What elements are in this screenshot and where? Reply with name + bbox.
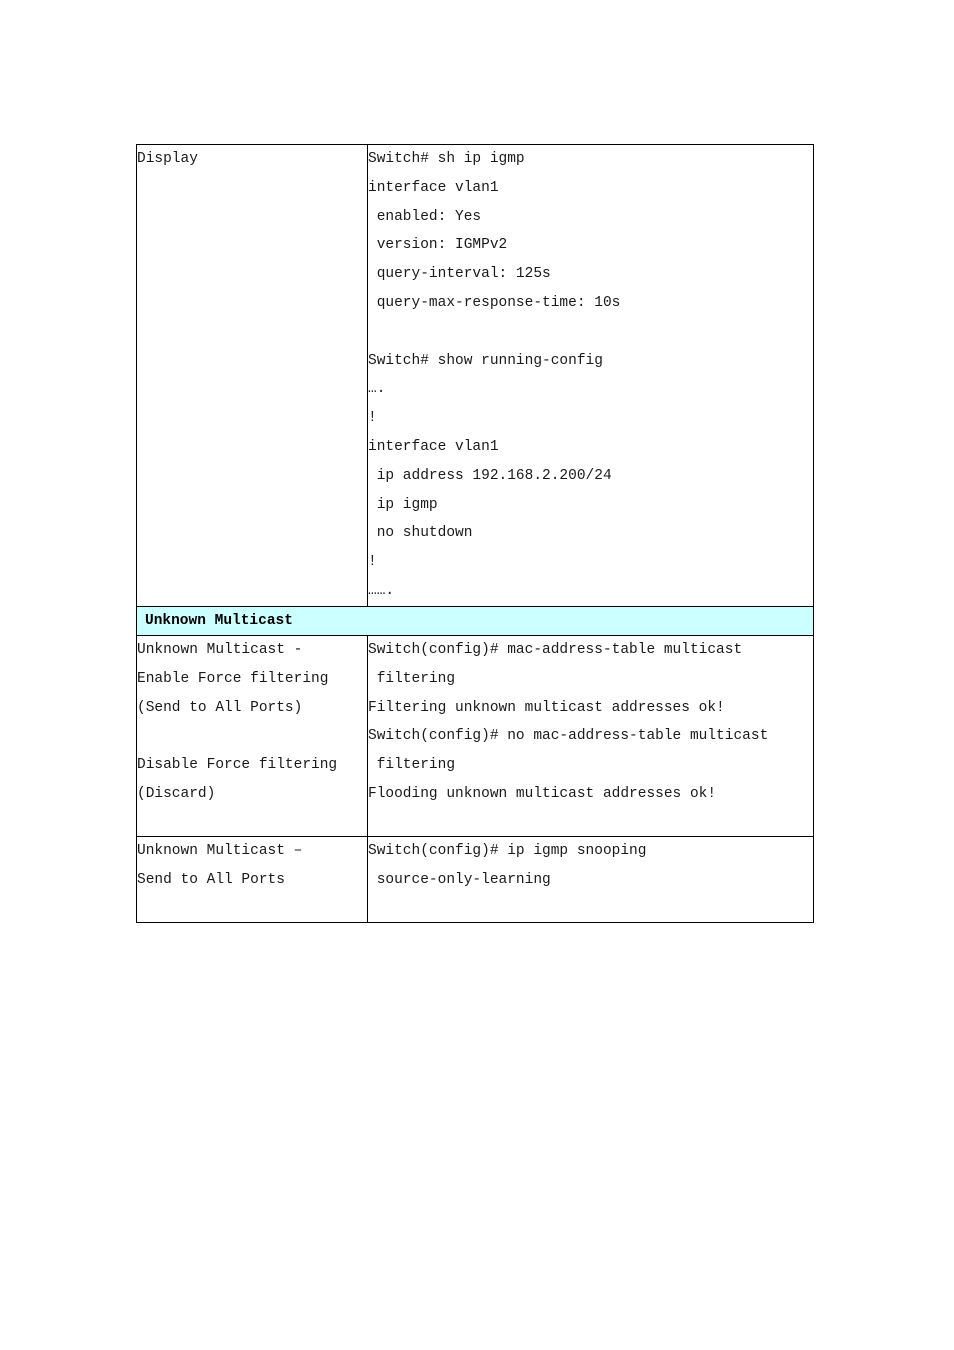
code-line: interface vlan1 xyxy=(368,179,499,196)
filtering-commands-cell xyxy=(368,636,814,837)
display-label: Display xyxy=(137,151,198,167)
code-line: Switch(config)# no mac-address-table multicast xyxy=(368,728,769,745)
code-line: Switch# show running-config xyxy=(368,352,603,369)
code-line: version: IGMPv2 xyxy=(368,237,508,254)
filtering-label-cell xyxy=(137,636,368,837)
display-label-cell xyxy=(137,145,368,607)
command-reference-table xyxy=(136,144,814,923)
code-line: Filtering unknown multicast addresses ok! xyxy=(368,699,725,716)
code-line: ……. xyxy=(368,582,395,599)
code-line: ip address 192.168.2.200/24 xyxy=(368,467,612,484)
code-line: query-max-response-time: 10s xyxy=(368,294,621,311)
display-row xyxy=(137,145,814,607)
code-line: Switch(config)# mac-address-table multicast xyxy=(368,642,743,658)
section-header: Unknown Multicast xyxy=(137,607,814,636)
filtering-row xyxy=(137,636,814,837)
label-line: Unknown Multicast - xyxy=(137,642,303,658)
label-line: (Discard) xyxy=(137,785,216,802)
label-line: Send to All Ports xyxy=(137,871,285,888)
code-line: Flooding unknown multicast addresses ok! xyxy=(368,785,717,802)
code-line: interface vlan1 xyxy=(368,438,499,455)
code-line: Switch(config)# ip igmp snooping xyxy=(368,843,647,859)
code-line: query-interval: 125s xyxy=(368,266,551,283)
code-line: ip igmp xyxy=(368,496,438,513)
label-line: Disable Force filtering xyxy=(137,757,338,774)
send-all-label-cell xyxy=(137,837,368,923)
send-all-row xyxy=(137,837,814,923)
label-line xyxy=(137,722,367,751)
display-commands-cell xyxy=(368,145,814,607)
code-line: ! xyxy=(368,410,377,427)
label-line: Unknown Multicast – xyxy=(137,843,303,859)
code-line: …. xyxy=(368,381,386,398)
code-line xyxy=(368,318,813,347)
code-line: enabled: Yes xyxy=(368,208,482,225)
code-line: Switch# sh ip igmp xyxy=(368,151,525,167)
send-all-commands-cell xyxy=(368,837,814,923)
code-line: no shutdown xyxy=(368,525,473,542)
code-line: filtering xyxy=(368,757,456,774)
section-header-row xyxy=(137,607,814,636)
code-line: filtering xyxy=(368,670,456,687)
label-line: Enable Force filtering xyxy=(137,670,329,687)
label-line: (Send to All Ports) xyxy=(137,699,303,716)
code-line: source-only-learning xyxy=(368,871,551,888)
code-line: ! xyxy=(368,554,377,571)
